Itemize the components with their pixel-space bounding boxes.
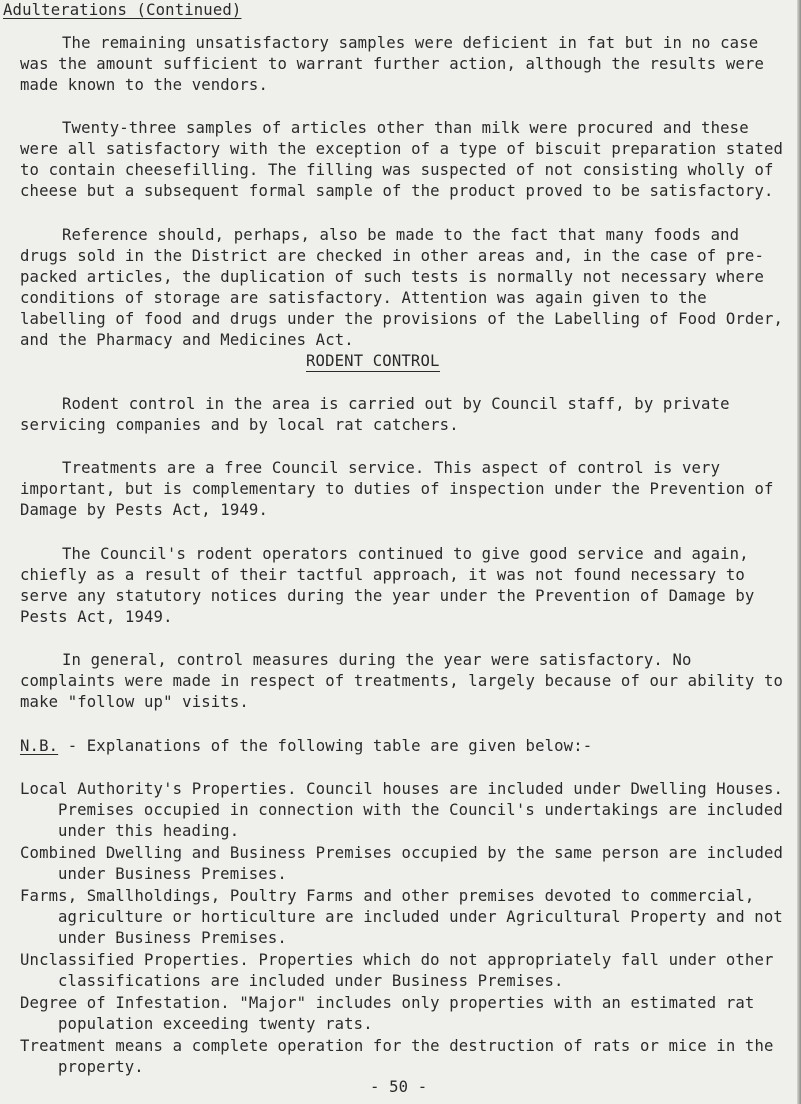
paragraph-other-samples: Twenty-three samples of articles other than milk were procured and these were all satisfactory with the exception of a type of biscuit preparation stated to contain cheesefilling. The filling was suspected of not consisting wholly of cheese but a subsequent formal sample of the product proved to be satisfactory.	[20, 119, 784, 200]
nb-note	[20, 736, 790, 757]
paragraph-treatments: Treatments are a free Council service. This aspect of control is very important, but is complementary to duties of inspection under the Prevention of Damage by Pests Act, 1949.	[20, 459, 774, 519]
scan-edge	[797, 0, 801, 1104]
paragraph-rodent-operators: The Council's rodent operators continued to give good service and again, chiefly as a result of their tactful approach, it was not found necessary to serve any statutory notices during the year under the Prevention of Damage by Pests Act, 1949.	[20, 545, 755, 626]
header-text: Adulterations (Continued)	[3, 1, 242, 19]
definition-local-authority: Local Authority's Properties. Council houses are included under Dwelling Houses. Premises occupied in connection with the Council's undertakings are included under this heading.	[20, 780, 784, 840]
paragraph-fat-deficiency: The remaining unsatisfactory samples were deficient in fat but in no case was the amount sufficient to warrant further action, although the results were made known to the vendors.	[20, 34, 764, 94]
page-header	[3, 1, 241, 19]
nb-text: - Explanations of the following table are given below:-	[58, 737, 593, 755]
definition-unclassified: Unclassified Properties. Properties which do not appropriately fall under other classifications are included under Business Premises.	[20, 951, 774, 990]
paragraph-general-control: In general, control measures during the year were satisfactory. No complaints were made in respect of treatments, largely because of our ability to make "follow up" visits.	[20, 651, 784, 711]
definition-farms: Farms, Smallholdings, Poultry Farms and other premises devoted to commercial, agriculture or horticulture are included under Agricultural Property and not under Business Premises.	[20, 887, 783, 947]
section-heading-rodent-control	[306, 352, 440, 370]
definition-combined-dwelling: Combined Dwelling and Business Premises occupied by the same person are included under Business Premises.	[20, 844, 784, 883]
paragraph-rodent-control-area: Rodent control in the area is carried out by Council staff, by private servicing companies and by local rat catchers.	[20, 395, 730, 434]
section-heading-text: RODENT CONTROL	[306, 352, 440, 370]
definition-degree-of-infestation: Degree of Infestation. "Major" includes only properties with an estimated rat population exceeding twenty rats.	[20, 994, 755, 1033]
definition-treatment: Treatment means a complete operation for the destruction of rats or mice in the property.	[20, 1037, 774, 1076]
page-number: - 50 -	[370, 1078, 428, 1096]
nb-tag: N.B.	[20, 737, 59, 755]
paragraph-reference-checks: Reference should, perhaps, also be made to the fact that many foods and drugs sold in the District are checked in other areas and, in the case of pre-packed articles, the duplication of such tests is normally not necessary where conditions of storage are satisfactory. Attention was again given to the labelling of food and drugs under the provisions of the Labelling of Food Order, and the Pharmacy and Medicines Act.	[20, 226, 784, 349]
